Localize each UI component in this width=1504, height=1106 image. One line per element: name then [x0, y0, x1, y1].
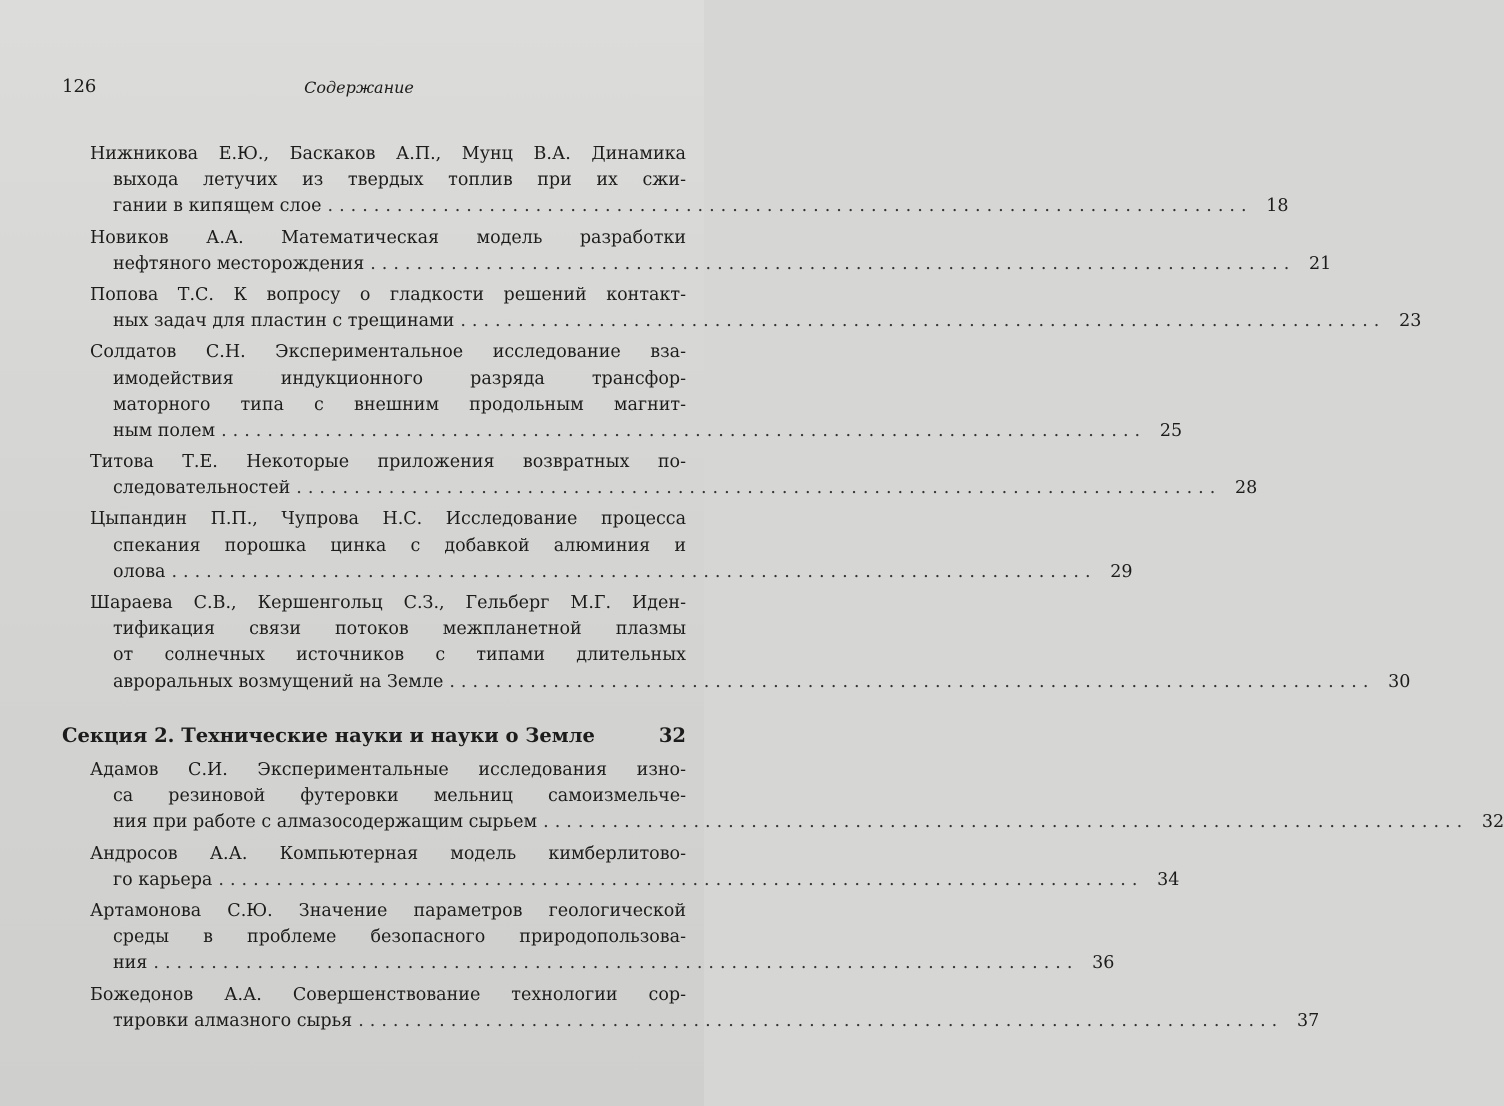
toc-page-number: 37 [1296, 1010, 1320, 1031]
toc-page-number: 21 [1308, 253, 1332, 274]
toc-entry-text: нефтяного месторождения [113, 253, 365, 274]
toc-entry [90, 141, 1289, 220]
toc-entry-line: тификация связи потоков межпланетной плазмы [113, 619, 686, 640]
toc-entry [90, 449, 1258, 501]
toc-entry-text: ния при работе с алмазосодержащим сырьем [113, 812, 538, 833]
toc-entry-line [90, 669, 1411, 695]
dot-leader: ................................................................................ [543, 812, 1469, 833]
dot-leader: ................................................................................ [460, 311, 1386, 332]
toc-entry-line: маторного типа с внешним продольным магнит- [113, 394, 686, 415]
dot-leader: ................................................................................ [449, 671, 1375, 692]
toc-entry-text: тировки алмазного сырья [113, 1010, 353, 1031]
toc-entry-line [90, 1008, 1320, 1034]
toc-page-number: 32 [1481, 812, 1504, 833]
toc-entry-line: Солдатов С.Н. Экспериментальное исследование вза- [90, 342, 686, 363]
page-header [62, 76, 656, 100]
toc-entry-line [90, 559, 1133, 585]
dot-leader: ................................................................................ [358, 1010, 1284, 1031]
toc-entry-line: среды в проблеме безопасного природопользова- [113, 927, 686, 948]
toc-entry-text: авроральных возмущений на Земле [113, 671, 444, 692]
toc-page-number: 30 [1388, 671, 1411, 692]
toc-entry-line: Цыпандин П.П., Чупрова Н.С. Исследование процесса [90, 509, 686, 530]
toc-entry-line: Нижникова Е.Ю., Баскаков А.П., Мунц В.А. Динамика [90, 144, 686, 164]
toc-entry-line [90, 809, 1504, 835]
toc-entry-line: выхода летучих из твердых топлив при их сжи- [113, 170, 686, 191]
toc-list-part1 [90, 141, 1422, 695]
toc-page-number: 29 [1110, 561, 1133, 582]
toc-entry [90, 982, 1320, 1034]
toc-entry-line [90, 251, 1332, 277]
toc-entry-text: следовательностей [113, 478, 291, 499]
page-number: 126 [62, 76, 97, 97]
toc-entry-line: Андросов А.А. Компьютерная модель кимберлитово- [90, 843, 686, 864]
toc-entry [90, 898, 1115, 977]
dot-leader: ................................................................................ [171, 561, 1097, 582]
toc-entry-line [90, 308, 1422, 334]
toc-entry-line [90, 867, 1180, 893]
dot-leader: ................................................................................ [221, 420, 1147, 441]
toc-page-number: 28 [1235, 478, 1258, 499]
toc-entry-line [90, 950, 1115, 976]
toc-entry [90, 225, 1332, 277]
toc-entry [90, 339, 1183, 444]
dot-leader: ................................................................................ [327, 196, 1253, 217]
toc-entry-line: Адамов С.И. Экспериментальные исследования изно- [90, 760, 686, 780]
toc-page-number: 18 [1266, 196, 1289, 217]
toc-page-number: 36 [1092, 953, 1115, 974]
toc-entry-text: гании в кипящем слое [113, 196, 322, 217]
toc-entry-line: Титова Т.Е. Некоторые приложения возвратных по- [90, 452, 686, 473]
toc-entry-line [90, 418, 1183, 444]
toc-page-number: 25 [1159, 420, 1183, 441]
toc-entry-line: имодействия индукционного разряда трансфор- [113, 368, 686, 389]
dot-leader: ................................................................................ [296, 478, 1222, 499]
toc-entry-line: спекания порошка цинка с добавкой алюминия и [113, 535, 686, 556]
toc-entry [90, 757, 1504, 836]
toc-entry [90, 590, 1411, 695]
toc-entry-line: са резиновой футеровки мельниц самоизмельче- [113, 786, 686, 807]
running-title: Содержание [304, 78, 414, 97]
toc-entry-text: ным полем [113, 420, 216, 441]
section-page: 32 [658, 724, 686, 747]
toc-entry-line: Попова Т.С. К вопросу о гладкости решений контакт- [90, 284, 686, 305]
toc-page-number: 34 [1157, 869, 1180, 890]
toc-entry [90, 841, 1180, 893]
toc-entry-text: олова [113, 561, 166, 582]
toc-entry-line [90, 193, 1289, 219]
toc-entry-text: го карьера [113, 869, 213, 890]
toc-entry [90, 506, 1133, 585]
toc-entry-line: от солнечных источников с типами длительных [113, 645, 686, 666]
toc-entry-line: Новиков А.А. Математическая модель разработки [90, 227, 686, 248]
toc-entry-text: ных задач для пластин с трещинами [113, 311, 455, 332]
toc-list-part2 [90, 757, 1504, 1034]
toc-entry [90, 282, 1422, 334]
dot-leader: ................................................................................ [153, 953, 1079, 974]
dot-leader: ................................................................................ [218, 869, 1144, 890]
toc-entry-line [90, 475, 1258, 501]
dot-leader: ................................................................................ [370, 253, 1296, 274]
toc-entry-text: ния [113, 953, 148, 974]
toc-entry-line: Артамонова С.Ю. Значение параметров геологической [90, 900, 686, 921]
toc-entry-line: Божедонов А.А. Совершенствование технологии сор- [90, 984, 686, 1005]
toc-page-number: 23 [1399, 311, 1422, 332]
section-title: Секция 2. Технические науки и науки о Земле [62, 724, 595, 747]
toc-entry-line: Шараева С.В., Кершенгольц С.З., Гельберг М.Г. Иден- [90, 593, 686, 613]
section-heading [62, 724, 686, 747]
